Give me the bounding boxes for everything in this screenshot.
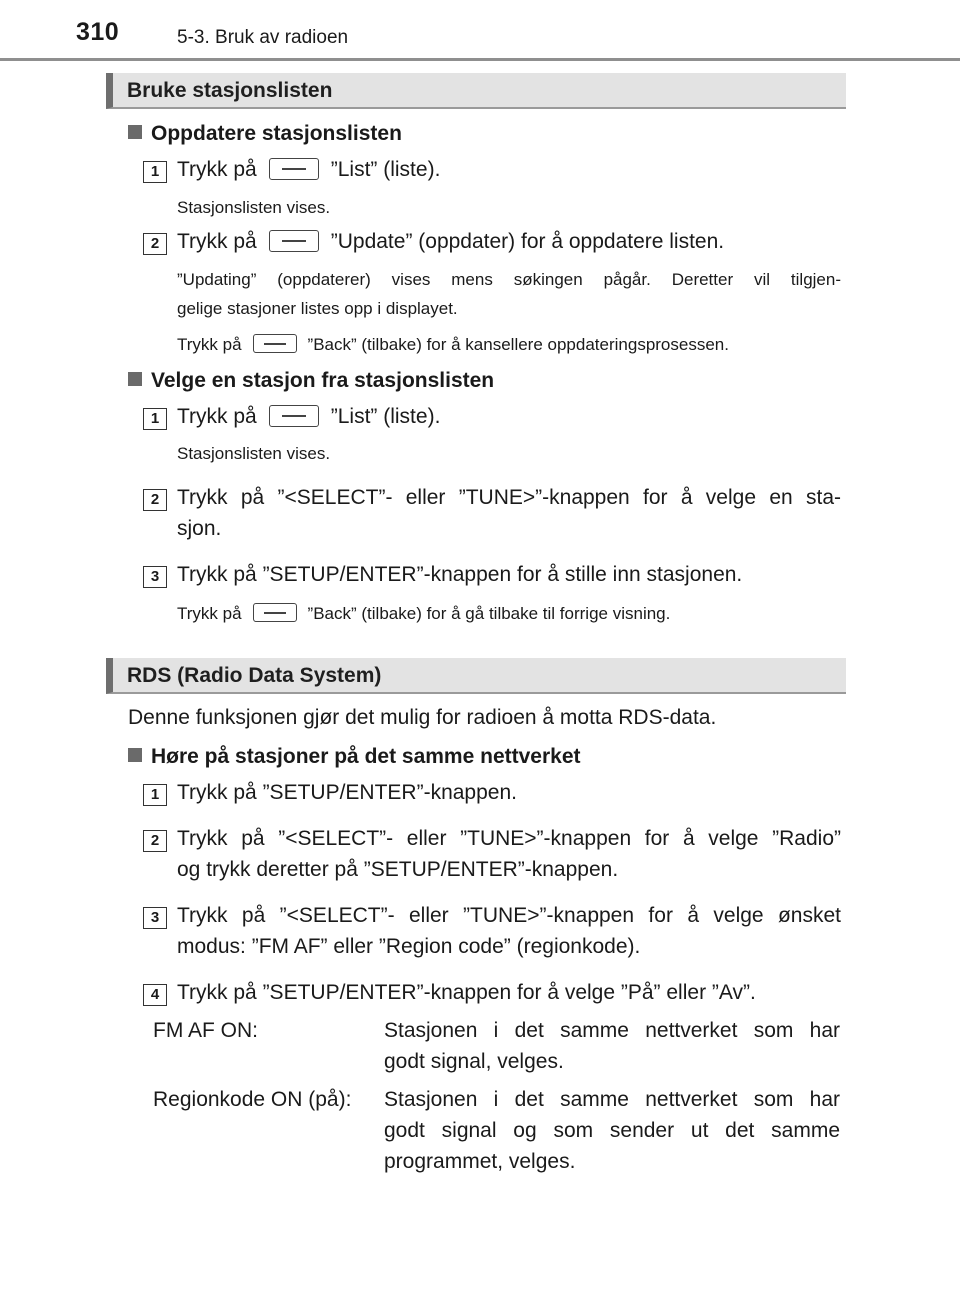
note-text-pre: Trykk på — [177, 335, 242, 354]
definition-text: godt signal, velges. — [384, 1050, 564, 1073]
step-number: 3 — [143, 566, 167, 588]
step-text — [177, 158, 440, 182]
section-heading-text: Bruke stasjonslisten — [127, 79, 333, 102]
step-number: 3 — [143, 907, 167, 929]
step-note — [177, 334, 729, 355]
page-number: 310 — [76, 18, 120, 46]
step-number: 2 — [143, 233, 167, 255]
definition-term: Regionkode ON (på): — [153, 1088, 352, 1111]
note-text-post: ”Back” (tilbake) for å kansellere oppdateringsprosessen. — [307, 335, 729, 354]
note-text-pre: Trykk på — [177, 604, 242, 623]
step-number: 2 — [143, 830, 167, 852]
step-text: Trykk på ”SETUP/ENTER”-knappen for å velge ”På” eller ”Av”. — [177, 981, 756, 1004]
definition-text: Stasjonen i det samme nettverket som har — [384, 1088, 840, 1111]
step-note: gelige stasjoner listes opp i displayet. — [177, 299, 458, 318]
step-text: sjon. — [177, 517, 222, 540]
subheading-select-station — [128, 369, 494, 393]
step-text — [177, 405, 440, 429]
subheading-update-list — [128, 122, 402, 146]
definition-text: programmet, velges. — [384, 1150, 576, 1173]
section-heading-station-list — [106, 73, 846, 109]
step-note: Stasjonslisten vises. — [177, 198, 331, 217]
square-bullet-icon — [128, 125, 142, 139]
step-text: Trykk på ”<SELECT”- eller ”TUNE>”-knappen for å velge ”Radio” — [177, 827, 841, 850]
button-icon — [253, 334, 297, 353]
step-text-post: ”Update” (oppdater) for å oppdatere listen. — [330, 230, 725, 253]
square-bullet-icon — [128, 372, 142, 386]
intro-paragraph: Denne funksjonen gjør det mulig for radioen å motta RDS-data. — [128, 706, 717, 729]
step-text — [177, 230, 724, 254]
definition-text: Stasjonen i det samme nettverket som har — [384, 1019, 840, 1042]
definition-text: godt signal og som sender ut det samme — [384, 1119, 840, 1142]
button-icon — [253, 603, 297, 622]
subheading-text: Høre på stasjoner på det samme nettverket — [151, 745, 581, 768]
subheading-text: Oppdatere stasjonslisten — [151, 122, 402, 145]
step-text-post: ”List” (liste). — [330, 158, 441, 181]
square-bullet-icon — [128, 748, 142, 762]
header-divider — [0, 58, 960, 61]
chapter-title: 5-3. Bruk av radioen — [177, 27, 349, 48]
section-heading-rds — [106, 658, 846, 694]
step-note — [177, 603, 670, 624]
button-icon — [269, 230, 319, 252]
step-text-pre: Trykk på — [177, 158, 257, 181]
definition-term: FM AF ON: — [153, 1019, 258, 1042]
step-number: 4 — [143, 984, 167, 1006]
button-icon — [269, 405, 319, 427]
section-heading-text: RDS (Radio Data System) — [127, 664, 382, 687]
note-text-post: ”Back” (tilbake) for å gå tilbake til forrige visning. — [307, 604, 671, 623]
step-note: ”Updating” (oppdaterer) vises mens søkingen pågår. Deretter vil tilgjen- — [177, 270, 841, 289]
step-text-pre: Trykk på — [177, 230, 257, 253]
step-number: 2 — [143, 489, 167, 511]
step-note: Stasjonslisten vises. — [177, 444, 331, 463]
step-number: 1 — [143, 408, 167, 430]
button-icon — [269, 158, 319, 180]
step-text: Trykk på ”SETUP/ENTER”-knappen for å stille inn stasjonen. — [177, 563, 743, 586]
step-text-pre: Trykk på — [177, 405, 257, 428]
step-text: Trykk på ”<SELECT”- eller ”TUNE>”-knappen for å velge en sta- — [177, 486, 841, 509]
step-text-post: ”List” (liste). — [330, 405, 441, 428]
step-number: 1 — [143, 784, 167, 806]
step-text: og trykk deretter på ”SETUP/ENTER”-knappen. — [177, 858, 619, 881]
subheading-text: Velge en stasjon fra stasjonslisten — [151, 369, 495, 392]
step-number: 1 — [143, 161, 167, 183]
step-text: Trykk på ”<SELECT”- eller ”TUNE>”-knappen for å velge ønsket — [177, 904, 841, 927]
step-text: Trykk på ”SETUP/ENTER”-knappen. — [177, 781, 517, 804]
step-text: modus: ”FM AF” eller ”Region code” (regionkode). — [177, 935, 641, 958]
subheading-same-network — [128, 745, 581, 769]
